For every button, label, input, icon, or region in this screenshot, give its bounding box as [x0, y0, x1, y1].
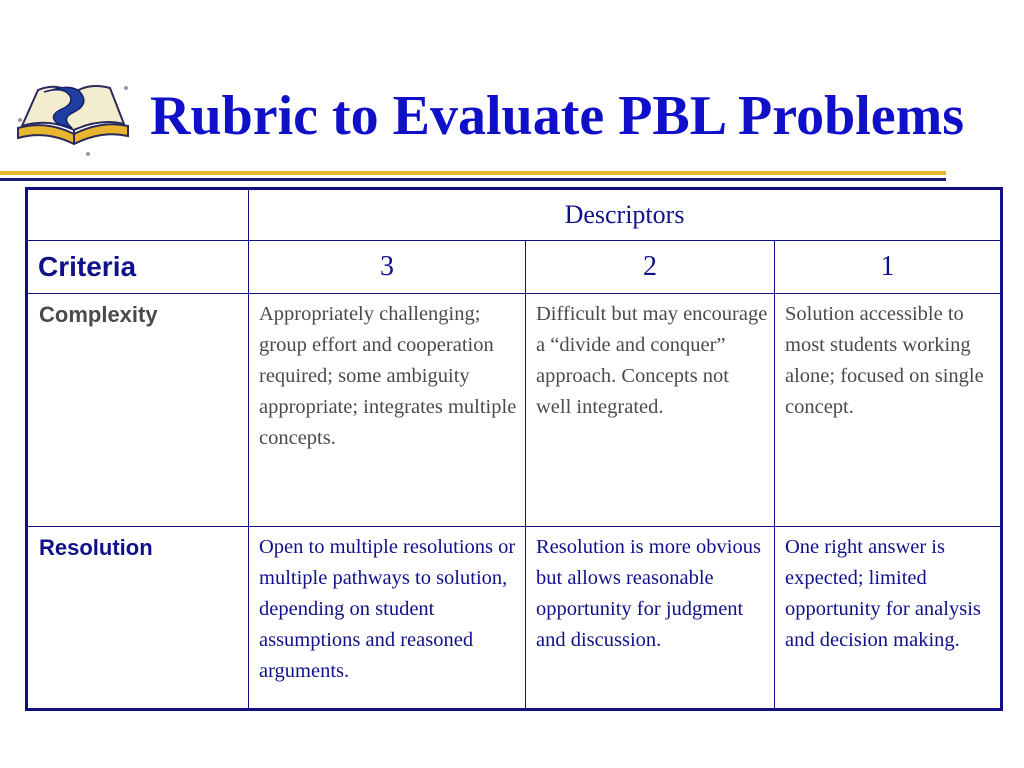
criterion-resolution: Resolution: [27, 527, 249, 710]
score-3-header: 3: [249, 241, 526, 294]
criteria-score-row: [27, 241, 1002, 294]
score-1-header: 1: [775, 241, 1002, 294]
criteria-header: Criteria: [27, 241, 249, 294]
slide-title: Rubric to Evaluate PBL Problems: [150, 85, 965, 147]
resolution-row: [27, 527, 1002, 710]
score-2-header: 2: [526, 241, 775, 294]
complexity-score-1-cell: Solution accessible to most students working alone; focused on single concept.: [775, 294, 1002, 527]
blue-divider: [0, 178, 946, 181]
complexity-score-2-cell: Difficult but may encourage a “divide and conquer” approach. Concepts not well integrated.: [526, 294, 775, 527]
descriptors-row: [27, 189, 1002, 241]
resolution-score-3-cell: Open to multiple resolutions or multiple pathways to solution, depending on student assumptions and reasoned arguments.: [249, 527, 526, 710]
descriptors-header: Descriptors: [249, 189, 1002, 241]
complexity-score-3-cell: Appropriately challenging; group effort and cooperation required; some ambiguity appropriate; integrates multiple concepts.: [249, 294, 526, 527]
book-with-path-icon: [14, 68, 132, 160]
resolution-score-2-cell: Resolution is more obvious but allows reasonable opportunity for judgment and discussion.: [526, 527, 775, 710]
empty-corner-cell: [27, 189, 249, 241]
gold-divider: [0, 171, 946, 175]
criterion-complexity: Complexity: [27, 294, 249, 527]
rubric-table: [25, 187, 1003, 711]
resolution-score-1-cell: One right answer is expected; limited opportunity for analysis and decision making.: [775, 527, 1002, 710]
complexity-row: [27, 294, 1002, 527]
